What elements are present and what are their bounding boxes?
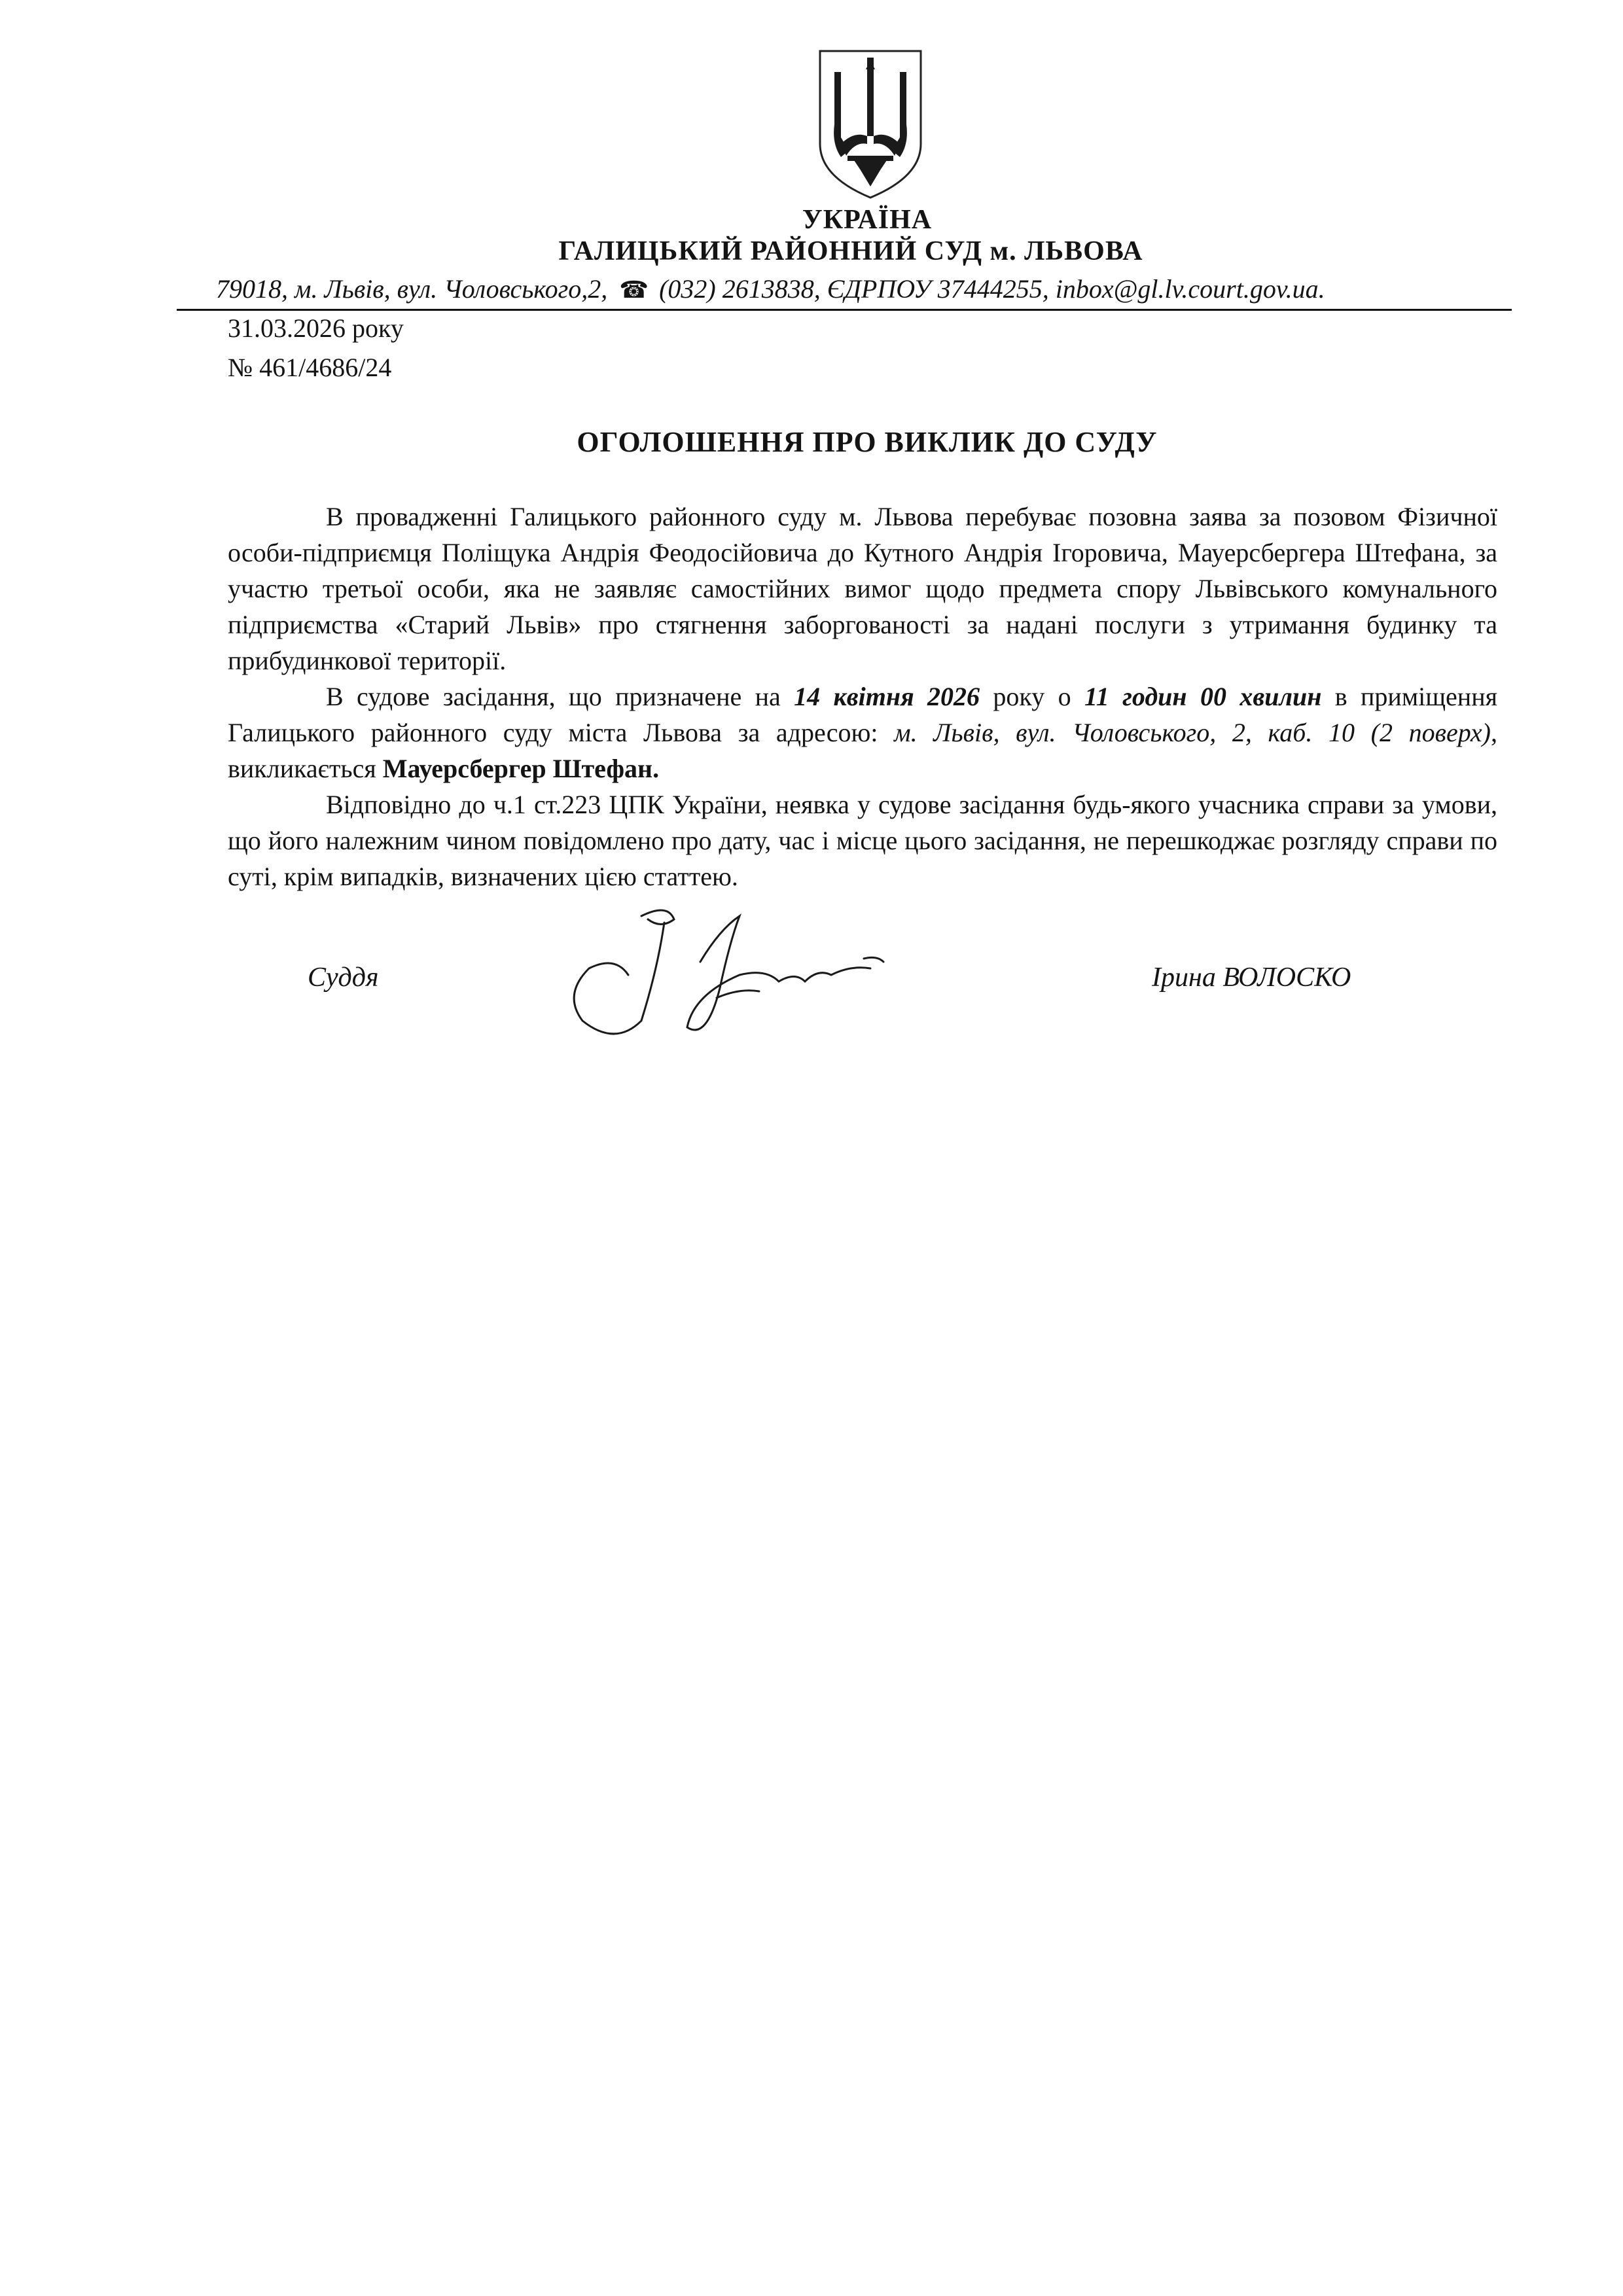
hearing-text-b: року о bbox=[980, 682, 1084, 711]
hearing-text-c: в приміщення Галицького районного суду міста Львова за адресою: bbox=[228, 682, 1498, 747]
hearing-date: 14 квітня 2026 bbox=[794, 682, 980, 711]
contacts-text: (032) 2613838, ЄДРПОУ 37444255, inbox@gl.lv.court.gov.ua. bbox=[659, 274, 1325, 304]
notice-body bbox=[228, 499, 1497, 894]
judge-title: Суддя bbox=[308, 963, 379, 993]
hearing-text-d: , викликається bbox=[228, 718, 1498, 783]
address-text: 79018, м. Львів, вул. Чоловського,2, bbox=[216, 274, 608, 304]
paragraph-claim: В провадженні Галицького районного суду м. Львова перебуває позовна заява за позовом Фізичної особи-підприємця Поліщука Андрія Феодосійовича до Кутного Андрія Ігоровича, Мауерсбергера Штефана, за участю третьої особи, яка не заявляє самостійних вимог щодо предмета спору Львівського комунального підприємства «Старий Львів» про стягнення заборгованості за надані послуги з утримання будинку та прибудинкової території. bbox=[228, 502, 1497, 675]
document-date: 31.03.2026 року bbox=[228, 313, 404, 343]
notice-title: ОГОЛОШЕННЯ ПРО ВИКЛИК ДО СУДУ bbox=[577, 426, 1158, 458]
handwritten-signature bbox=[543, 890, 910, 1047]
hearing-address: м. Львів, вул. Чоловського, 2, каб. 10 (2 поверх) bbox=[894, 718, 1491, 747]
judge-name: Ірина ВОЛОСКО bbox=[1152, 963, 1351, 993]
paragraph-hearing bbox=[228, 679, 1497, 786]
summoned-person: Мауерсбергер Штефан. bbox=[382, 754, 660, 783]
paragraph-legal-basis: Відповідно до ч.1 ст.223 ЦПК України, неявка у судове засідання будь-якого учасника справи за умови, що його належним чином повідомлено про дату, час і місце цього засідання, не перешкоджає розгляду справи по суті, крім випадків, визначених цією статтею. bbox=[228, 790, 1497, 891]
court-address-line bbox=[216, 274, 1525, 304]
phone-icon: ☎ bbox=[619, 277, 649, 303]
trident-emblem-icon bbox=[815, 46, 926, 203]
hearing-text-a: В судове засідання, що призначене на bbox=[326, 682, 794, 711]
court-name-heading: ГАЛИЦЬКИЙ РАЙОННИЙ СУД м. ЛЬВОВА bbox=[558, 236, 1143, 266]
case-number: № 461/4686/24 bbox=[228, 353, 392, 382]
hearing-time: 11 годин 00 хвилин bbox=[1084, 682, 1322, 711]
header-divider bbox=[177, 309, 1512, 311]
country-heading: УКРАЇНА bbox=[802, 205, 933, 235]
